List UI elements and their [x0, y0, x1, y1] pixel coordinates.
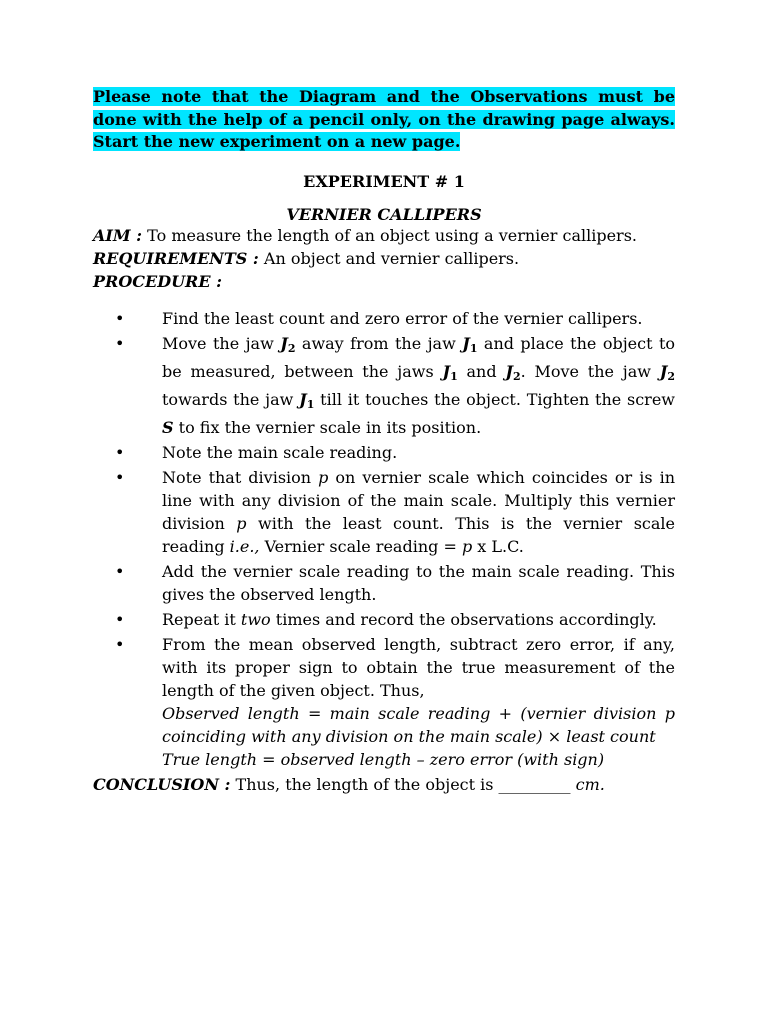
- procedure-step-7: [93, 633, 675, 771]
- step-4-text: with the least count. This is the vernier scale reading: [162, 513, 675, 556]
- requirements-paragraph: [93, 247, 675, 270]
- step-7-text: From the mean observed length, subtract zero error, if any, with its proper sign to obtain the true measurement of the length of the given object. Thus,: [162, 634, 675, 700]
- requirements-text: An object and vernier callipers.: [258, 248, 520, 268]
- screw-s-symbol: S: [162, 417, 174, 437]
- experiment-name-title: VERNIER CALLIPERS: [286, 204, 482, 224]
- aim-label: AIM :: [93, 225, 143, 245]
- step-2-text: towards the jaw: [162, 389, 300, 409]
- step-6-text: times and record the observations accordingly.: [270, 609, 657, 629]
- jaw-j2-symbol: [660, 362, 675, 381]
- jaw-letter: J: [299, 389, 307, 409]
- ie-text: i.e.,: [229, 536, 260, 556]
- jaw-subscript: 2: [512, 369, 521, 383]
- highlighted-note-text: Please note that the Diagram and the Observations must be done with the help of a pencil only, on the drawing page always. Start the new experiment on a new page.: [93, 87, 675, 151]
- conclusion-label: CONCLUSION :: [93, 774, 231, 794]
- step-2-text: Move the jaw: [162, 333, 281, 353]
- experiment-number-title: EXPERIMENT # 1: [303, 171, 465, 191]
- bullet-icon: •: [115, 561, 125, 581]
- step-2-text: away from the jaw: [295, 333, 463, 353]
- division-p-symbol: p: [318, 467, 329, 487]
- step-4-text: x L.C.: [472, 536, 524, 556]
- procedure-step-3: [93, 441, 675, 464]
- jaw-letter: J: [442, 361, 451, 381]
- step-5-text: Add the vernier scale reading to the main scale reading. This gives the observed length.: [162, 561, 675, 604]
- jaw-subscript: 1: [306, 397, 315, 411]
- bullet-icon: •: [115, 308, 125, 328]
- aim-text: To measure the length of an object using a vernier callipers.: [142, 225, 637, 245]
- step-4-text: Vernier scale reading =: [259, 536, 462, 556]
- division-p-symbol: p: [236, 513, 247, 533]
- procedure-heading: [93, 270, 675, 293]
- step-4-text: Note that division: [162, 467, 319, 487]
- jaw-j2-symbol: [505, 362, 520, 381]
- step-6-text: Repeat it: [162, 609, 241, 629]
- jaw-letter: J: [505, 361, 513, 381]
- step-4-text: on vernier scale which coincides or is in line with any division of the main scale. Multiply this vernier division: [162, 467, 676, 533]
- jaw-subscript: 2: [667, 369, 676, 383]
- requirements-label: REQUIREMENTS :: [93, 248, 259, 268]
- procedure-step-1: [93, 307, 675, 330]
- step-2-text: and: [457, 361, 506, 381]
- step-3-text: Note the main scale reading.: [162, 442, 398, 462]
- step-2-text: till it touches the object. Tighten the screw: [314, 389, 675, 409]
- procedure-step-4: [93, 466, 675, 558]
- jaw-j1-symbol: [442, 362, 457, 381]
- bullet-icon: •: [115, 609, 125, 629]
- step-2-text: and place the object to be measured, between the jaws: [162, 333, 676, 381]
- aim-paragraph: [93, 224, 675, 247]
- pencil-note: [93, 86, 675, 154]
- bullet-icon: •: [115, 333, 125, 353]
- bullet-icon: •: [115, 467, 125, 487]
- document-page: [93, 86, 675, 796]
- bullet-icon: •: [115, 634, 125, 654]
- true-length-formula: True length = observed length – zero error (with sign): [162, 749, 605, 769]
- jaw-letter: J: [462, 333, 470, 353]
- step-2-text: to fix the vernier scale in its position.: [173, 417, 482, 437]
- observed-length-formula: Observed length = main scale reading + (vernier division p coinciding with any division on the main scale) × least count: [162, 703, 675, 746]
- jaw-letter: J: [659, 361, 668, 381]
- conclusion-paragraph: [93, 773, 675, 796]
- jaw-j1-symbol: [462, 334, 477, 353]
- two-text: two: [240, 609, 271, 629]
- procedure-step-6: [93, 608, 675, 631]
- step-1-text: Find the least count and zero error of the vernier callipers.: [162, 308, 643, 328]
- jaw-j1-symbol: [299, 390, 314, 409]
- procedure-steps-list: [93, 307, 675, 771]
- division-p-symbol: p: [461, 536, 473, 556]
- procedure-step-5: [93, 560, 675, 606]
- conclusion-text: Thus, the length of the object is _________: [230, 774, 576, 794]
- procedure-label: PROCEDURE :: [93, 271, 222, 291]
- jaw-subscript: 1: [450, 369, 458, 383]
- jaw-letter: J: [280, 333, 288, 353]
- jaw-j2-symbol: [280, 334, 295, 353]
- jaw-subscript: 2: [287, 341, 296, 355]
- bullet-icon: •: [115, 442, 125, 462]
- conclusion-unit: cm.: [575, 774, 605, 794]
- jaw-subscript: 1: [469, 341, 478, 355]
- procedure-step-2: [93, 332, 675, 439]
- step-2-text: . Move the jaw: [520, 361, 660, 381]
